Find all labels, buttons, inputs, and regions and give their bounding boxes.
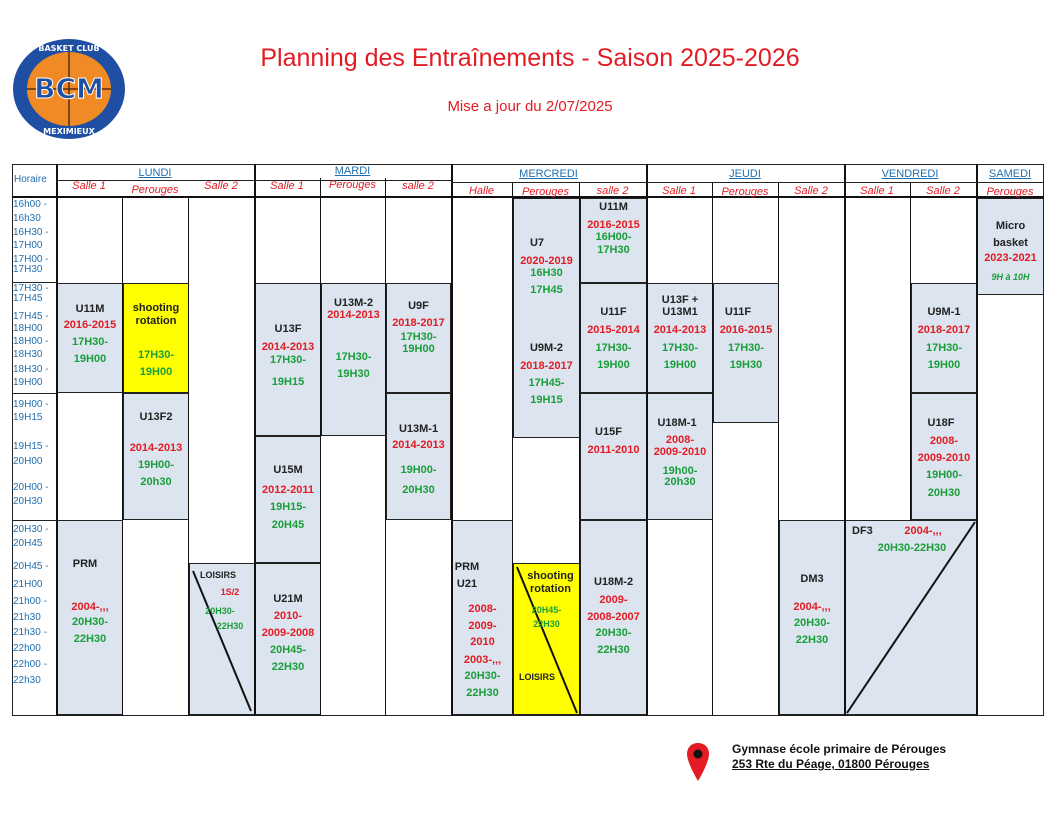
page-title: Planning des Entraînements - Saison 2025-2026 (260, 44, 800, 72)
room-jeu-salle2: Salle 2 (794, 185, 828, 197)
day-lundi: LUNDI (138, 167, 172, 179)
room-mar-perouges: Perouges (328, 179, 377, 191)
svg-text:BCM: BCM (34, 72, 104, 105)
room-mar-salle2: salle 2 (402, 180, 434, 192)
room-mer-halle: Halle (468, 185, 495, 197)
day-samedi: SAMEDI (988, 168, 1032, 180)
room-ven-salle2: Salle 2 (926, 185, 960, 197)
update-date: Mise a jour du 2/07/2025 (447, 98, 613, 115)
room-mer-perouges: Perouges (521, 186, 570, 198)
room-sam-perouges: Perouges (986, 186, 1034, 198)
horaire-header: Horaire (14, 174, 47, 185)
room-jeu-perouges: Perouges (721, 186, 769, 198)
room-mar-salle1: Salle 1 (270, 180, 304, 192)
svg-text:BASKET CLUB: BASKET CLUB (38, 44, 100, 53)
gym-address (732, 742, 946, 772)
room-ven-salle1: Salle 1 (860, 185, 894, 197)
day-mercredi: MERCREDI (519, 168, 578, 180)
location-pin-icon (686, 742, 710, 782)
room-lun-salle1: Salle 1 (72, 180, 106, 192)
day-mardi: MARDI (334, 165, 371, 177)
gym-name: Gymnase école primaire de Pérouges (732, 742, 947, 756)
svg-text:MEXIMIEUX: MEXIMIEUX (43, 127, 95, 136)
day-jeudi: JEUDI (729, 168, 761, 180)
room-lun-salle2: Salle 2 (204, 180, 238, 192)
club-logo (12, 38, 126, 140)
room-mer-salle2: salle 2 (596, 185, 629, 197)
room-jeu-salle1: Salle 1 (662, 185, 696, 197)
day-vendredi: VENDREDI (881, 168, 939, 180)
room-lun-perouges: Perouges (131, 184, 179, 196)
gym-street: 253 Rte du Péage, 01800 Pérouges (732, 757, 930, 771)
